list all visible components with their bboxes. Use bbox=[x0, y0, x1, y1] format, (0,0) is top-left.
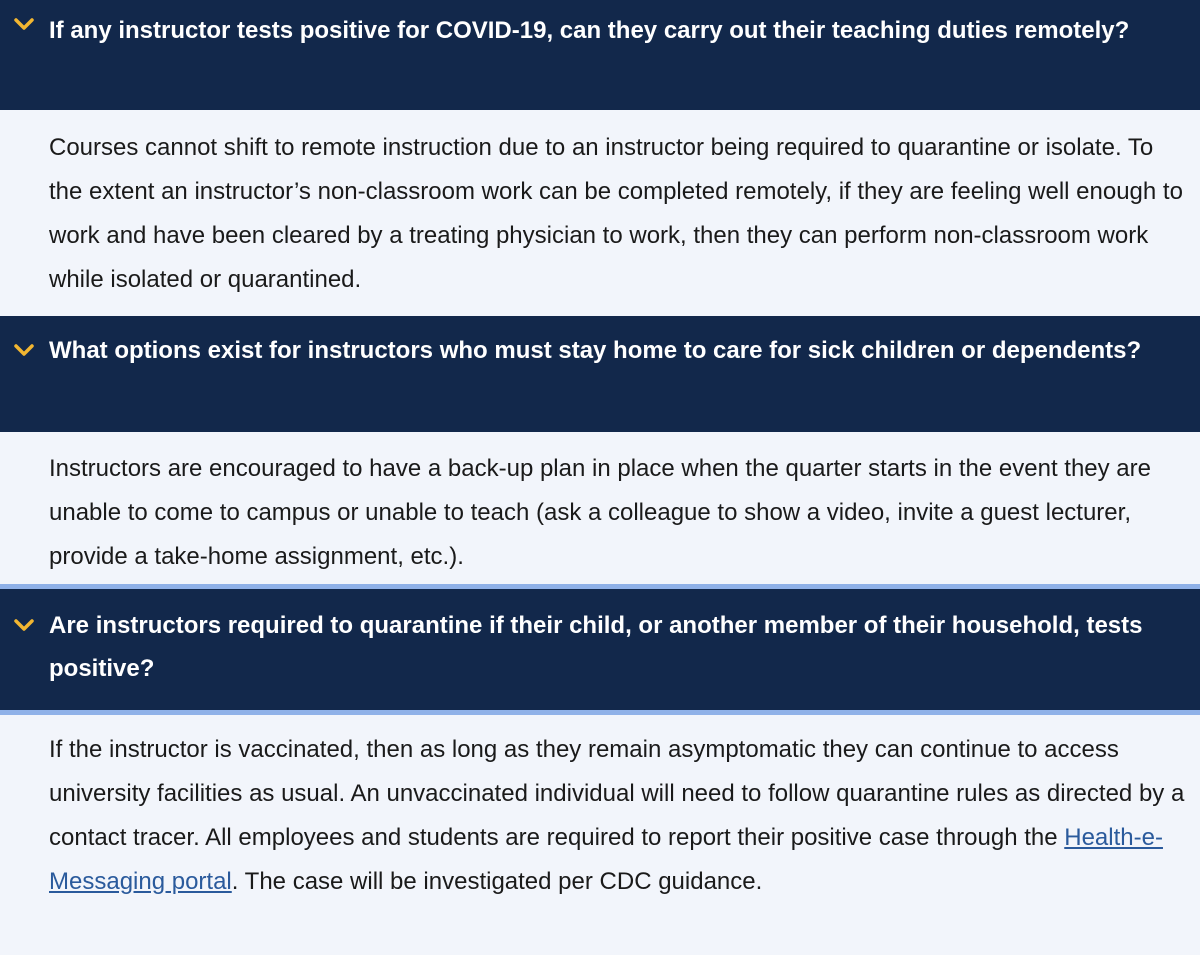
health-e-messaging-portal-link[interactable]: Health-e-Messaging portal bbox=[49, 824, 1163, 895]
faq-question-text: Are instructors required to quarantine if their child, or another member of their household, tests positive? bbox=[49, 612, 1143, 682]
chevron-down-icon bbox=[13, 618, 35, 632]
faq-answer-text-part2: . The case will be investigated per CDC guidance. bbox=[231, 868, 763, 895]
faq-answer-text-part1: If the instructor is vaccinated, then as long as they remain asymptomatic they can continue to access university facilities as usual. An unvaccinated individual will need to follow quarantine rules as directed by a contact tracer. All employees and students are required to report their positive case through the bbox=[49, 736, 1185, 851]
faq-answer-1 bbox=[0, 110, 1200, 316]
faq-question-2[interactable] bbox=[0, 316, 1200, 432]
faq-answer-2 bbox=[0, 432, 1200, 584]
faq-question-text: What options exist for instructors who must stay home to care for sick children or dependents? bbox=[49, 337, 1142, 364]
faq-answer-text: Instructors are encouraged to have a back-up plan in place when the quarter starts in the event they are unable to come to campus or unable to teach (ask a colleague to show a video, invite a guest lecturer, provide a take-home assignment, etc.). bbox=[49, 455, 1151, 570]
chevron-down-icon bbox=[13, 17, 35, 31]
faq-question-1[interactable] bbox=[0, 0, 1200, 110]
faq-question-text: If any instructor tests positive for COVID-19, can they carry out their teaching duties remotely? bbox=[49, 17, 1130, 44]
faq-question-3[interactable] bbox=[0, 589, 1200, 710]
faq-answer-text: Courses cannot shift to remote instruction due to an instructor being required to quarantine or isolate. To the extent an instructor’s non-classroom work can be completed remotely, if they are feeling well enough to work and have been cleared by a treating physician to work, then they can perform non-classroom work while isolated or quarantined. bbox=[49, 134, 1183, 293]
faq-answer-3 bbox=[0, 715, 1200, 955]
chevron-down-icon bbox=[13, 343, 35, 357]
